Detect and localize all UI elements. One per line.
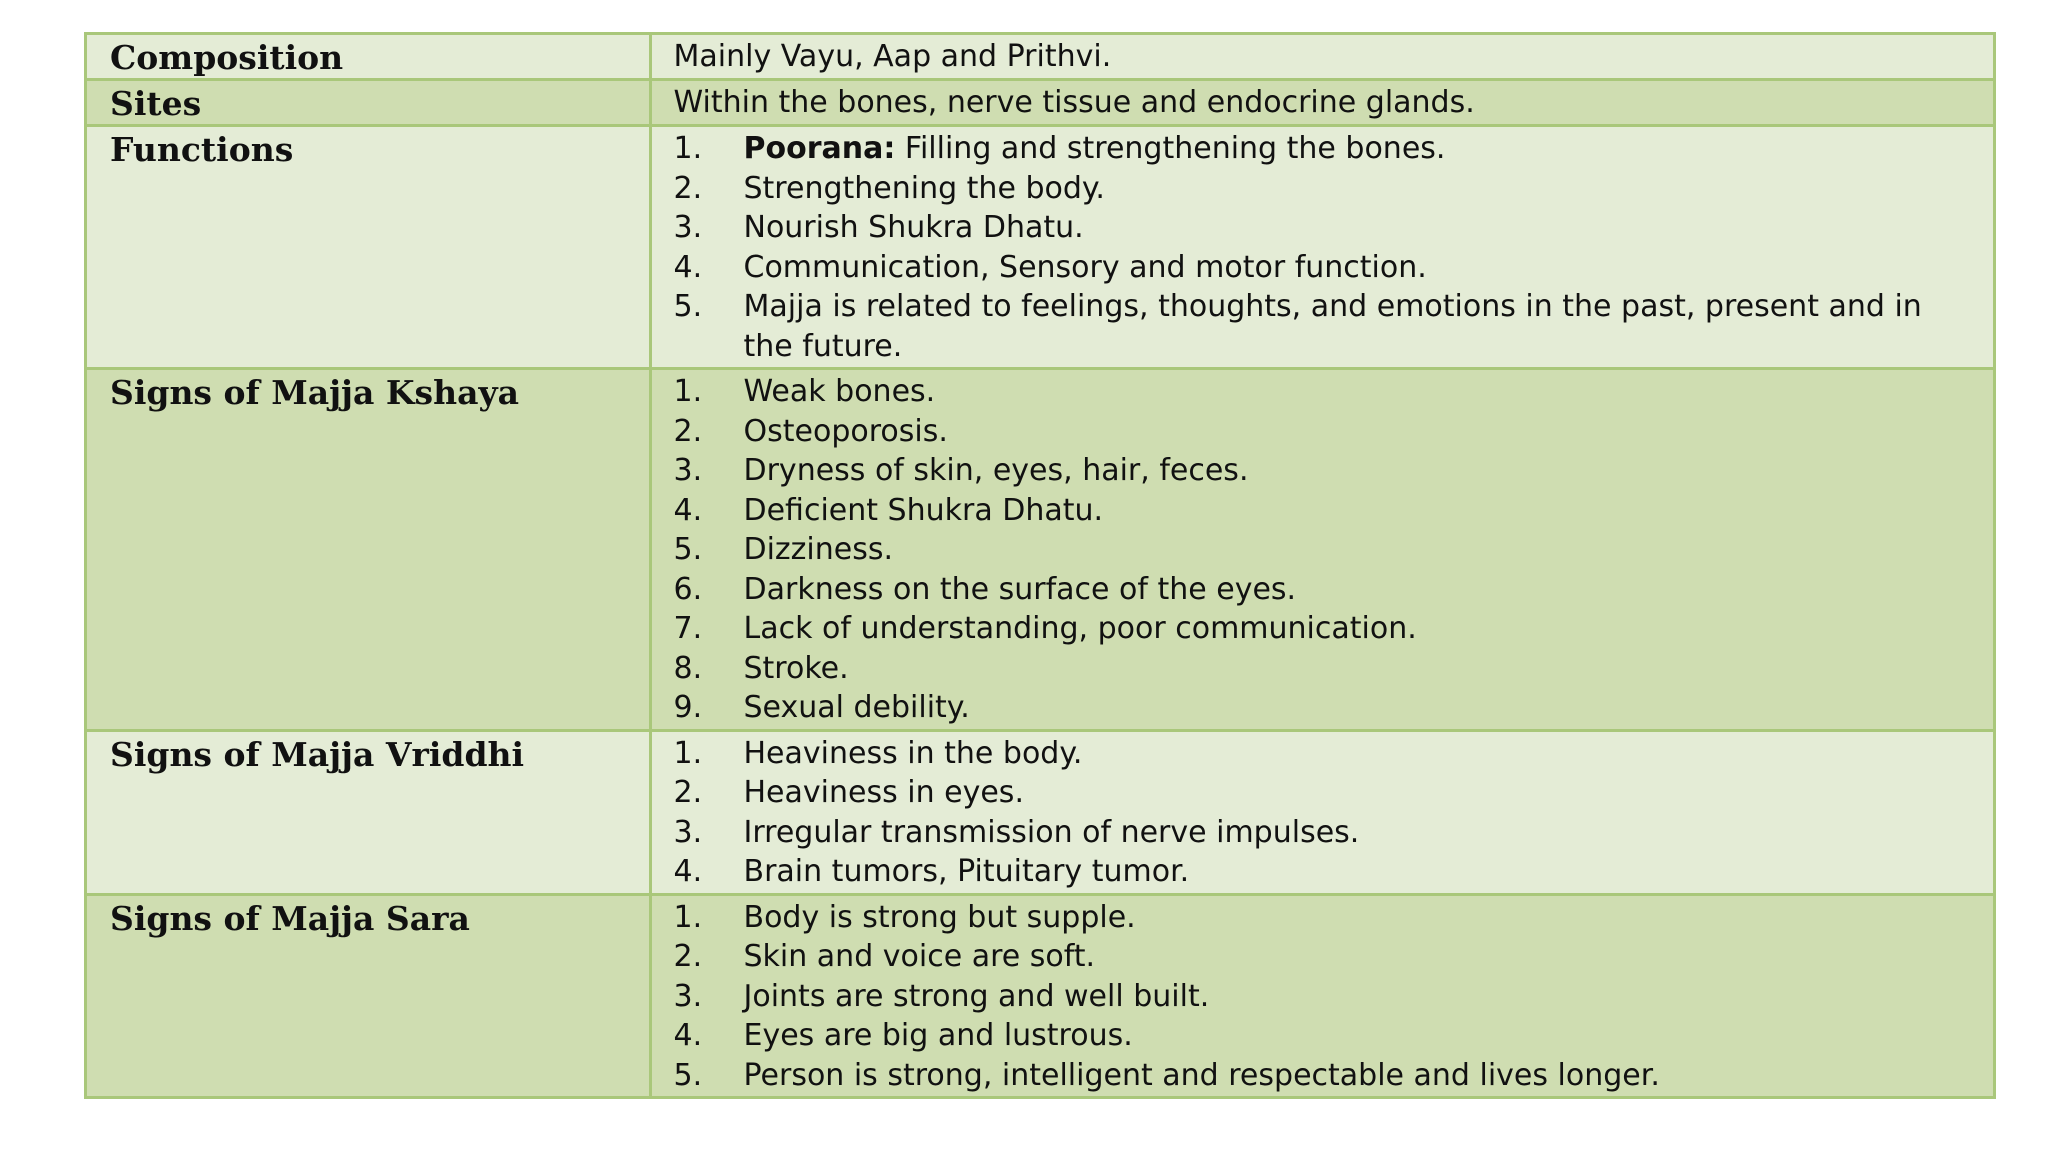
item-text: Heaviness in the body. [743, 735, 1083, 771]
list-item [674, 208, 1994, 248]
item-text: Majja is related to feelings, thoughts, and emotions in the past, present and in the future. [743, 289, 1922, 364]
row-content-cell [650, 35, 1993, 80]
item-text: Nourish Shukra Dhatu. [743, 210, 1084, 245]
row-label-cell [87, 369, 650, 731]
table-row-functions [87, 126, 1993, 369]
row-label-cell [87, 80, 650, 126]
row-label-cell [87, 35, 650, 80]
row-label: Sites [110, 84, 202, 123]
list-item [674, 852, 1994, 892]
table-row-majja-vriddhi [87, 730, 1993, 894]
row-content-cell [650, 730, 1993, 894]
list-item [674, 530, 1994, 570]
item-number: 4. [673, 249, 703, 285]
table-row-majja-kshaya [87, 369, 1993, 731]
item-number: 2. [673, 413, 703, 449]
row-text: Mainly Vayu, Aap and Prithvi. [673, 39, 1112, 74]
item-text: Strengthening the body. [743, 170, 1105, 206]
row-content-cell [650, 80, 1993, 126]
list-item [674, 773, 1994, 813]
item-text: Dizziness. [743, 532, 894, 567]
item-number: 4. [673, 492, 703, 528]
majja-dhatu-table [87, 35, 1993, 1096]
row-label: Functions [110, 130, 294, 169]
item-number: 9. [673, 690, 703, 725]
majja-dhatu-table-frame [84, 32, 1996, 1099]
row-label-cell [87, 894, 650, 1096]
table-row-sites [87, 80, 1993, 126]
item-number: 3. [673, 210, 703, 245]
kshaya-list [674, 370, 1994, 729]
item-text: Heaviness in eyes. [743, 775, 1024, 810]
item-text: Osteoporosis. [743, 413, 948, 449]
item-text: Skin and voice are soft. [743, 939, 1096, 974]
item-number: 3. [673, 814, 703, 850]
item-number: 4. [673, 854, 703, 889]
row-label: Signs of Majja Sara [110, 898, 470, 938]
row-label-cell [87, 730, 650, 894]
row-content-cell [650, 894, 1993, 1096]
row-content-cell [650, 369, 1993, 731]
list-item [674, 412, 1994, 452]
item-number: 1. [673, 374, 703, 409]
item-number: 4. [673, 1018, 703, 1053]
functions-list [674, 127, 1994, 367]
list-item [674, 688, 1994, 728]
item-text: Darkness on the surface of the eyes. [743, 571, 1297, 607]
item-text: Stroke. [743, 650, 849, 686]
list-item [674, 977, 1994, 1017]
list-item [674, 813, 1994, 853]
list-item [674, 937, 1994, 977]
list-item [674, 169, 1994, 209]
list-item [674, 491, 1994, 531]
item-number: 2. [673, 170, 703, 206]
item-text: Dryness of skin, eyes, hair, feces. [743, 453, 1249, 488]
item-text: Eyes are big and lustrous. [743, 1018, 1133, 1053]
list-item [674, 734, 1994, 774]
row-label: Composition [110, 38, 344, 77]
row-content-cell [650, 126, 1993, 369]
sara-list [674, 896, 1994, 1097]
item-number: 3. [673, 978, 703, 1014]
item-number: 2. [673, 775, 703, 810]
item-number: 7. [673, 611, 703, 646]
list-item [674, 1056, 1994, 1096]
item-bold-term: Poorana: [743, 131, 896, 166]
item-text: Brain tumors, Pituitary tumor. [743, 854, 1190, 889]
item-number: 1. [673, 735, 703, 771]
list-item [674, 570, 1994, 610]
row-label-cell [87, 126, 650, 369]
item-number: 1. [673, 131, 703, 166]
list-item [674, 129, 1994, 169]
list-item [674, 609, 1994, 649]
item-text: Irregular transmission of nerve impulses. [743, 814, 1360, 850]
list-item [674, 451, 1994, 491]
item-text: Person is strong, intelligent and respectable and lives longer. [743, 1057, 1660, 1093]
item-text: Weak bones. [743, 374, 936, 409]
item-number: 1. [673, 899, 703, 935]
table-row-composition [87, 35, 1993, 80]
item-text: Filling and strengthening the bones. [895, 131, 1446, 166]
table-row-majja-sara [87, 894, 1993, 1096]
list-item [674, 898, 1994, 938]
item-number: 8. [673, 650, 703, 686]
item-number: 5. [673, 532, 703, 567]
row-label: Signs of Majja Vriddhi [110, 734, 525, 774]
row-label: Signs of Majja Kshaya [110, 373, 520, 412]
vriddhi-list [674, 732, 1994, 893]
item-text: Lack of understanding, poor communication. [743, 611, 1417, 646]
item-number: 3. [673, 453, 703, 488]
list-item [674, 248, 1994, 288]
item-text: Sexual debility. [743, 690, 970, 725]
row-text: Within the bones, nerve tissue and endocrine glands. [673, 85, 1475, 120]
item-number: 5. [673, 1057, 703, 1093]
list-item [674, 649, 1994, 689]
item-text: Deficient Shukra Dhatu. [743, 492, 1104, 528]
list-item [674, 372, 1994, 412]
item-text: Body is strong but supple. [743, 899, 1136, 935]
item-number: 2. [673, 939, 703, 974]
item-text: Communication, Sensory and motor function. [743, 249, 1427, 285]
item-text-wrap [744, 129, 1994, 169]
item-text: Joints are strong and well built. [743, 978, 1210, 1014]
item-number: 5. [673, 289, 703, 324]
list-item [674, 1016, 1994, 1056]
item-number: 6. [673, 571, 703, 607]
list-item [674, 287, 1994, 366]
